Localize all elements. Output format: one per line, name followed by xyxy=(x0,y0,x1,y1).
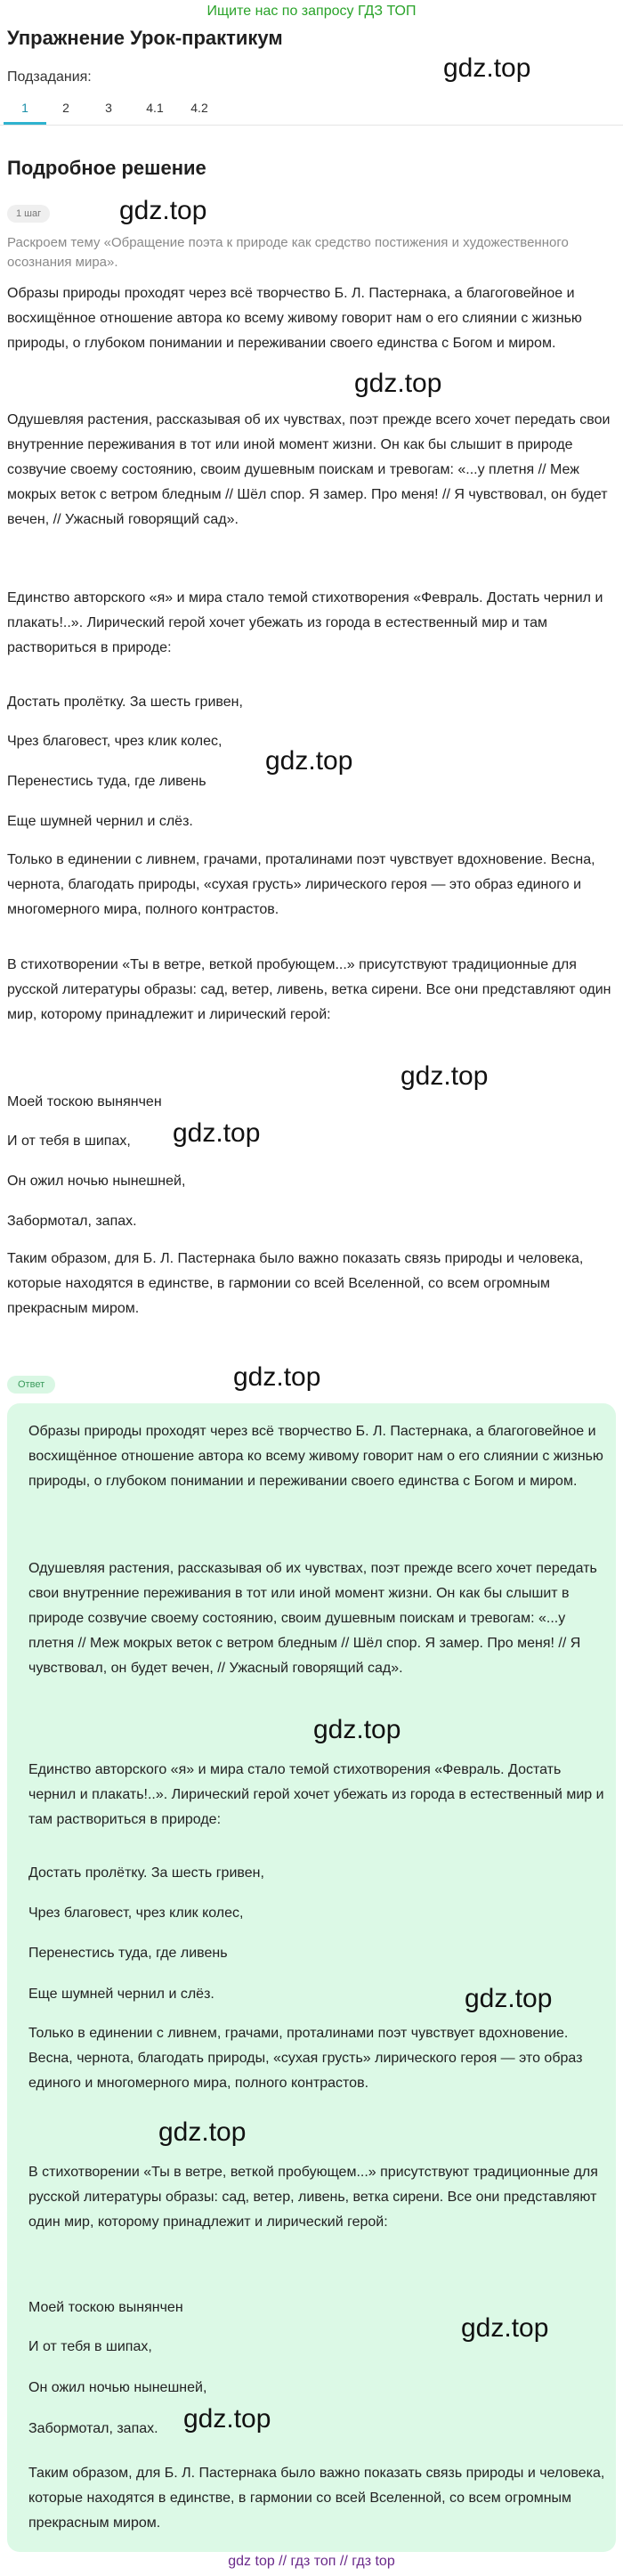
verse-line: Забормотал, запах. xyxy=(28,2421,158,2436)
top-search-link[interactable]: Ищите нас по запросу ГДЗ ТОП xyxy=(206,4,417,19)
verse-line: Он ожил ночью нынешней, xyxy=(7,1174,186,1189)
answer-badge: Ответ xyxy=(7,1376,55,1394)
footer-link[interactable]: gdz top xyxy=(228,2554,275,2569)
solution-paragraph: Единство авторского «я» и мира стало темой стихотворения «Февраль. Достать чернил и плакать!..». Лирический герой хочет убежать из города в естественный мир и там раствориться в природе: xyxy=(7,590,603,655)
verse-line: И от тебя в шипах, xyxy=(28,2339,152,2354)
tab-4-1[interactable]: 4.1 xyxy=(146,101,164,115)
subtask-tabs xyxy=(0,98,231,125)
answer-paragraph: В стихотворении «Ты в ветре, веткой пробующем...» присутствуют традиционные для русской литературы образы: сад, ветер, ливень, ветка сирени. Все они представляют один мир, которому принадлежит и лирический герой: xyxy=(28,2165,598,2230)
answer-paragraph: Только в единении с ливнем, грачами, проталинами поэт чувствует вдохновение. Весна, чернота, благодать природы, «сухая грусть» лирического героя — это образ единого и многомерного мира, полного контрастов. xyxy=(28,2026,583,2091)
watermark: gdz.top xyxy=(265,746,353,776)
watermark: gdz.top xyxy=(443,53,531,83)
footer-links xyxy=(0,2554,623,2570)
verse-line: Достать пролётку. За шесть гривен, xyxy=(28,1865,264,1881)
answer-paragraph: Одушевляя растения, рассказывая об их чувствах, поэт прежде всего хочет передать свои внутренние переживания в тот или иной момент жизни. Он как бы слышит в природе созвучие своему состоянию, своим душевным поискам и тревогам: «...у плетня // Меж мокрых веток с ветром бледным // Шёл спор. Я замер. Про меня! // Я чувствовал, он будет вечен, // Ужасный говорящий сад». xyxy=(28,1561,597,1676)
verse-line: Чрез благовест, чрез клик колес, xyxy=(28,1906,244,1921)
intro-text: Раскроем тему «Обращение поэта к природе как средство постижения и художественного осознания мира». xyxy=(7,235,569,270)
tab-2[interactable]: 2 xyxy=(62,101,69,115)
exercise-title: Упражнение Урок-практикум xyxy=(7,27,283,49)
verse-line: Забормотал, запах. xyxy=(7,1214,137,1229)
watermark: gdz.top xyxy=(465,1984,553,2013)
verse-line: И от тебя в шипах, xyxy=(7,1134,131,1149)
solution-paragraph: Одушевляя растения, рассказывая об их чувствах, поэт прежде всего хочет передать свои внутренние переживания в тот или иной момент жизни. Он как бы слышит в природе созвучие своему состоянию, своим душевным поискам и тревогам: «...у плетня // Меж мокрых веток с ветром бледным // Шёл спор. Я замер. Про меня! // Я чувствовал, он будет вечен, // Ужасный говорящий сад». xyxy=(7,412,611,527)
watermark: gdz.top xyxy=(461,2313,549,2343)
solution-title: Подробное решение xyxy=(7,157,206,179)
subtasks-label: Подзадания: xyxy=(7,69,92,85)
tab-4-2[interactable]: 4.2 xyxy=(190,101,208,115)
verse-line: Моей тоскою вынянчен xyxy=(7,1094,162,1109)
solution-paragraph: Только в единении с ливнем, грачами, проталинами поэт чувствует вдохновение. Весна, чернота, благодать природы, «сухая грусть» лирического героя — это образ единого и многомерного мира, полного контрастов. xyxy=(7,852,595,917)
verse-line: Он ожил ночью нынешней, xyxy=(28,2380,207,2395)
answer-paragraph: Таким образом, для Б. Л. Пастернака было важно показать связь природы и человека, которые находятся в единстве, в гармонии со всей Вселенной, со всем огромным прекрасным миром. xyxy=(28,2466,605,2531)
footer-link[interactable]: гдз топ xyxy=(290,2554,336,2569)
answer-paragraph: Образы природы проходят через всё творчество Б. Л. Пастернака, а благоговейное и восхищённое отношение автора ко всему живому говорит нам о его слиянии с жизнью природы, о глубоком понимании и переживании своего единства с Богом и миром. xyxy=(28,1424,603,1489)
watermark: gdz.top xyxy=(313,1715,401,1744)
footer-separator: // xyxy=(336,2554,352,2569)
watermark: gdz.top xyxy=(173,1118,261,1148)
tab-1[interactable]: 1 xyxy=(4,98,46,125)
watermark: gdz.top xyxy=(354,369,442,398)
tabs-divider xyxy=(0,125,623,126)
footer-link[interactable]: гдз top xyxy=(352,2554,395,2569)
watermark: gdz.top xyxy=(400,1061,489,1091)
verse-line: Достать пролётку. За шесть гривен, xyxy=(7,695,243,710)
tab-3[interactable]: 3 xyxy=(105,101,112,115)
footer-separator: // xyxy=(274,2554,291,2569)
watermark: gdz.top xyxy=(233,1362,321,1392)
verse-line: Еще шумней чернил и слёз. xyxy=(28,1987,214,2002)
answer-paragraph: Единство авторского «я» и мира стало темой стихотворения «Февраль. Достать чернил и плакать!..». Лирический герой хочет убежать из города в естественный мир и там раствориться в природе: xyxy=(28,1762,604,1827)
verse-line: Перенестись туда, где ливень xyxy=(7,774,206,789)
solution-paragraph: В стихотворении «Ты в ветре, веткой пробующем...» присутствуют традиционные для русской литературы образы: сад, ветер, ливень, ветка сирени. Все они представляют один мир, которому принадлежит и лирический герой: xyxy=(7,957,611,1022)
step-badge: 1 шаг xyxy=(7,205,50,223)
verse-line: Еще шумней чернил и слёз. xyxy=(7,814,193,829)
verse-line: Моей тоскою вынянчен xyxy=(28,2300,183,2315)
watermark: gdz.top xyxy=(158,2117,247,2147)
solution-paragraph: Таким образом, для Б. Л. Пастернака было важно показать связь природы и человека, которые находятся в единстве, в гармонии со всей Вселенной, со всем огромным прекрасным миром. xyxy=(7,1251,584,1316)
solution-paragraph: Образы природы проходят через всё творчество Б. Л. Пастернака, а благоговейное и восхищённое отношение автора ко всему живому говорит нам о его слиянии с жизнью природы, о глубоком понимании и переживании своего единства с Богом и миром. xyxy=(7,286,582,351)
watermark: gdz.top xyxy=(183,2404,271,2434)
verse-line: Перенестись туда, где ливень xyxy=(28,1946,228,1961)
watermark: gdz.top xyxy=(119,196,207,225)
verse-line: Чрез благовест, чрез клик колес, xyxy=(7,734,222,749)
